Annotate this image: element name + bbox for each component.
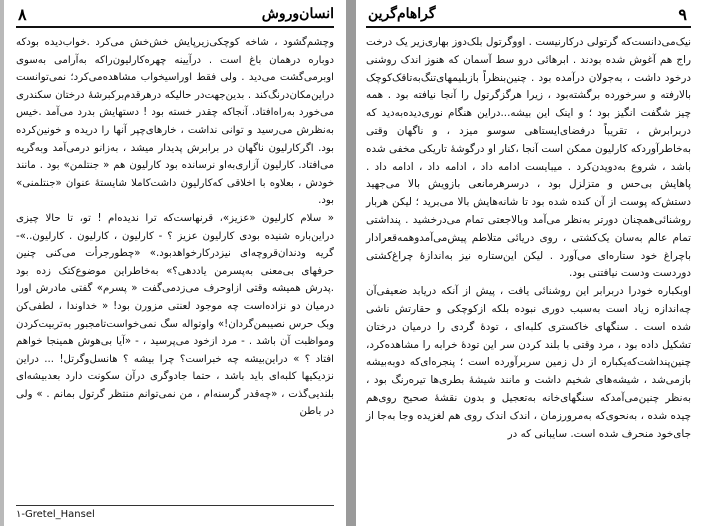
page-body: [16, 34, 334, 421]
page-number: ۸: [18, 5, 27, 24]
header-title: گراهام‌گرین: [368, 6, 436, 22]
header-title: انسان‌وروش: [261, 6, 334, 22]
paragraph: « سلام کارلیون «عزیز»، قرنهاست‌که ترا ندیده‌ام ! تو، تا حالا چیزی دراین‌باره شنیده بودی کارلیون عزیز ؟ - کارلیون ، کارلیون . کارلیون..»- گریه ودندان‌قروچه‌ای نیزدرکارخواهدبود.» «چطورجرأت می‌کنی چنین حرفهای بی‌معنی به‌پسرمن یاددهی؟» به‌خاطراین موضوع‌کتک زده بود .پدرش همیشه وقتی ازاوحرف می‌زد‌می‌گفت « پسرم» گفتی مادرش اورا درمیان دو نزاده‌است چه موجود لعنتی مزورن بود! « خداوندا ، لطفی‌کن وبک حرس نصیبمن‌گردان!» واوتواله سگ نمی‌خواست‌تامجبور به‌تربیت‌کردن ومواظبت آن باشد . - مرد ازخود می‌پرسید ، - «آیا بی‌هوش همینجا خواهم افتاد ؟ » دراین‌بیشه چه خبراست؟ چرا بیشه ؟ هانسل‌وگرتل! ... دراین نزدیکیها کلبه‌ای باید باشد ، حتما جادوگری درآن سکونت دارد بعدبیشه‌ای بلندیی‌گذت ، «چه‌قدر گرسنه‌ام ، من نمی‌توانم منتظر گرتول بمانم . » ولی در باطن: [16, 212, 334, 418]
running-header: [16, 6, 334, 28]
right-page: [356, 0, 705, 526]
paragraph: اوبکباره خودرا دربرابر این روشنائی یافت ، پیش از آنکه دریابد ضعیفی‌آن چه‌اندازه زیاد است به‌سبب دوری نبوده بلکه ازکوچکی و حقارتش ناشی شده است . سنگهای خاکستری کلبه‌ای ، تودهٔ گردی را درمیان درختان تشکیل داده بود ، مرد وقتی با بلند کردن سر این تودهٔ خرابه را مشاهده‌کرد، چنین‌پنداشت‌که‌یکباره از دل زمین سربرآورده است ؛ پنجره‌ای‌که دوبه‌بیشه بازمی‌شد ، شیشه‌های شخیم داشت و مانند شیشهٔ بطری‌ها تیره‌رنگ بود ، به‌نظر چنین‌می‌آمدکه سنگهای‌خانه به‌تعجیل و بدون نقشهٔ صحیح روی‌هم چیده شده ، به‌نحوی‌که به‌مرورزمان ، اندک اندک روی هم لغزیده وجا به‌جا از جای‌خود منحرف شده است. سایبانی که در: [366, 285, 691, 440]
left-page: [4, 0, 346, 526]
footnote: ١-Gretel_Hansel: [16, 505, 334, 520]
page-number: ۹: [678, 5, 687, 24]
book-gutter: [346, 0, 356, 526]
paragraph: نیک‌می‌دانست‌که گرتولی درکارنیست . اووگرتول بلک‌دوز بهاری‌زیر یک درخت راج هم آغوش شده بودند . ابرهائی درو سط آسمان که هنوز اندک روشنی درخود داشت ، به‌جولان درآمده بود . چنین‌بنظراً بازبلیمهای‌تنگ‌به‌تاقک‌کوچک بالارفته و سرخورده برگشته‌بود ، زیرا هرگزگرتول را آنجا نیافته بود . همه چیز شگفت انگیز بود ؛ و اینک این بیشه...دراین هنگام نوری‌دیده‌به‌دید که دربرابرش ، تقریباً درفضای‌ایستاهی سوسو میزد ، و ناگهان وقتی به‌خاطرآورد‌که کارلیون ممکن است آنجا ،کنار او درگوشهٔ تاریکی مخفی شده باشد ، شروع به‌دویدن‌کرد . میبایست ادامه داد ، ادامه داد ، ادامه داد . پاهایش بی‌حس و متزلزل بود ، درسرهرمانعی بازویش بالا می‌جهید دستش‌که پوست از آن کنده شده بود تا شانه‌هایش بالا می‌برید ؛ لیکن هربار روشنائی‌همچنان دورتر به‌نظر می‌آمد وبالاجعتی تمام می‌درخشید . پنداشتی تمام عالم به‌سان یک‌کشتی ، روی دریائی متلاطم پیش‌می‌آمدوهمه‌قعرادار باچراغ خود ستاره‌ای می‌آورد . لیکن این‌ستاره نیز به‌اندازهٔ چراغ‌کشتی دوردست ودست نیافتنی بود.: [366, 36, 691, 280]
paragraph: وچشم‌گشود ، شاخه کوچکی‌زیرپایش خش‌خش می‌کرد .خواب‌دیده بودکه دوباره درهمان باغ است . درآیینه چهره‌کارلیون‌راکه به‌آرامی به‌سوی اوبرمی‌گشت می‌دید . ولی فقط اوراسیخواب مشاهده‌می‌کرد؛ نمی‌توانست دراین‌مکان‌درنگ‌کند . بدین‌جهت‌در حالیکه درهرقدم‌برکبرشهٔ درختان سکندری می‌خورد به‌راه‌افتاد. آنجاکه چقدر خسته بود ! دستهایش بدرد می‌آمد .خیس به‌نظرش می‌رسید و توانی نداشت ، خارهای‌چپر آنها را دریده و خونین‌کرده بود. اگرکارلیون ناگهان در برابرش پدیدار میشد ، به‌زانو درمی‌آمد وبه‌گریه می‌افتاد. کارلیون آزاری‌به‌او نرسانده بود کارلیون هم « جنتلمن» بود . مانند خودش ، بعلاوه با اخلاقی که‌کارلیون داشت‌کاملا شایستهٔ عنوان «جنتلمنی» بود.: [16, 37, 334, 207]
page-body: [366, 34, 691, 443]
running-header: [366, 6, 691, 28]
